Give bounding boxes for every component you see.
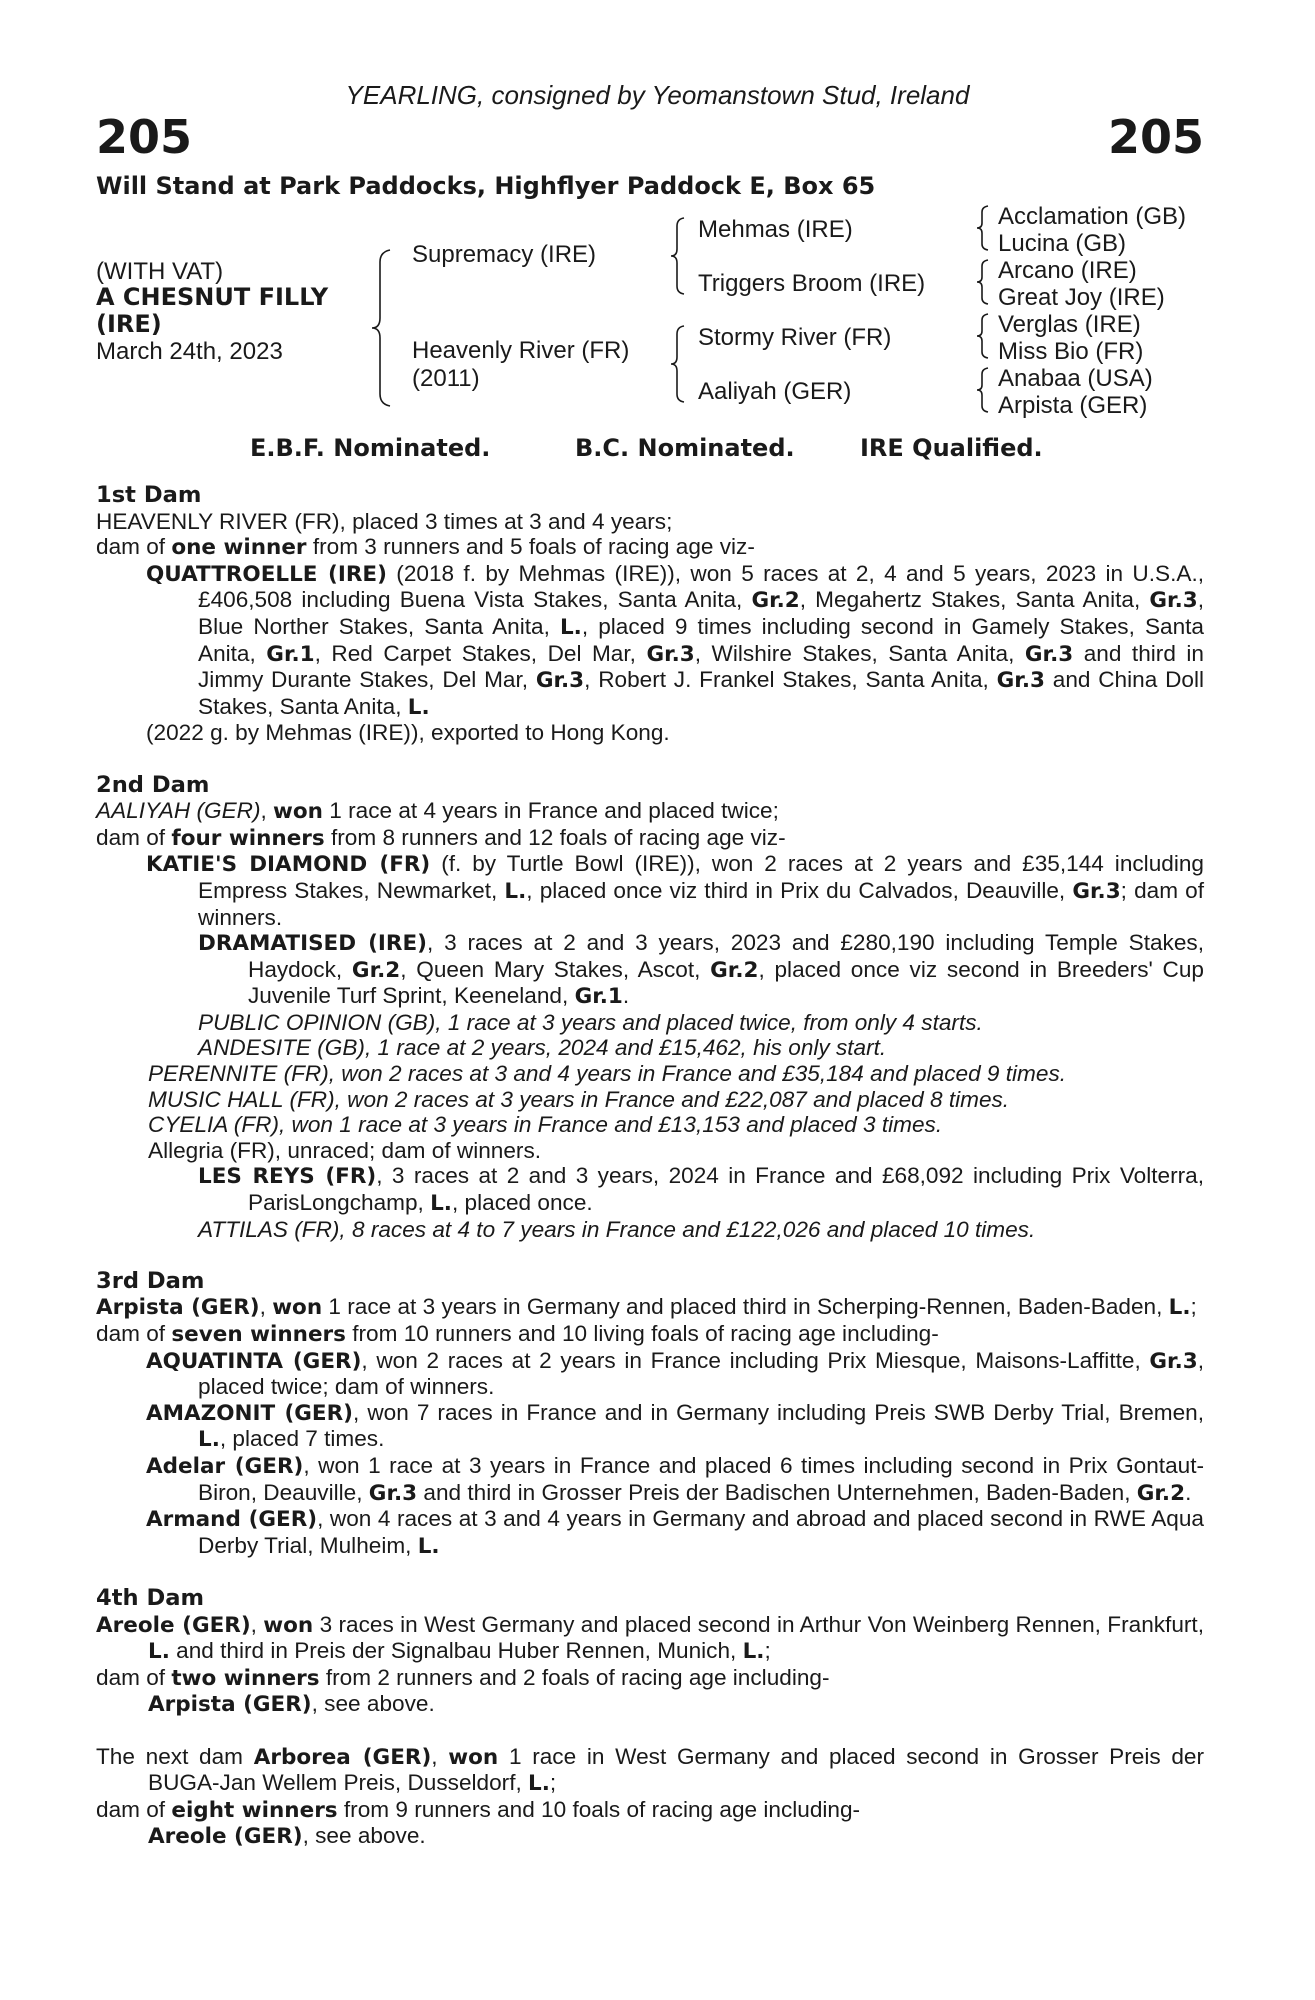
pedigree-dam-dam: Aaliyah (GER) bbox=[698, 378, 852, 405]
attilas-entry: ATTILAS (FR), 8 races at 4 to 7 years in France and £122,026 and placed 10 times. bbox=[198, 1216, 1036, 1242]
fourth-dam-heading: 4th Dam bbox=[96, 1584, 205, 1611]
pedigree-sire-dam: Triggers Broom (IRE) bbox=[698, 270, 926, 297]
foaling-date: March 24th, 2023 bbox=[96, 338, 283, 365]
second-dam-summary: AALIYAH (GER), won 1 race at 4 years in France and placed twice; bbox=[96, 798, 779, 825]
pedigree-sire: Supremacy (IRE) bbox=[412, 241, 597, 268]
pedigree-dam-sire: Stormy River (FR) bbox=[698, 324, 892, 351]
stand-location: Will Stand at Park Paddocks, Highflyer Paddock E, Box 65 bbox=[96, 172, 876, 200]
second-dam-produce: dam of four winners from 8 runners and 12 foals of racing age viz- bbox=[96, 824, 786, 851]
allegria-entry: Allegria (FR), unraced; dam of winners. bbox=[148, 1137, 542, 1163]
pedigree-brace-g2 bbox=[974, 258, 994, 306]
third-dam-summary: Arpista (GER), won 1 race at 3 years in Germany and placed third in Scherping-Rennen, Baden-Baden, L.; bbox=[96, 1294, 1197, 1321]
next-dam-summary: The next dam Arborea (GER), won 1 race in West Germany and placed second in Grosser Preis der BUGA-Jan Wellem Preis, Dusseldorf, L.; bbox=[96, 1743, 1205, 1797]
pedigree-dam-year: (2011) bbox=[412, 365, 480, 392]
lot-number-right: 205 bbox=[1107, 110, 1204, 164]
first-dam-summary: HEAVENLY RIVER (FR), placed 3 times at 3 and 4 years; bbox=[96, 508, 673, 534]
pedigree-g6: Miss Bio (FR) bbox=[998, 338, 1144, 365]
aquatinta-entry: AQUATINTA (GER), won 2 races at 2 years in France including Prix Miesque, Maisons-Laffitte, Gr.3, placed twice; dam of winners. bbox=[146, 1347, 1204, 1400]
pedigree-sire-sire: Mehmas (IRE) bbox=[698, 216, 853, 243]
pedigree-g8: Arpista (GER) bbox=[998, 392, 1148, 419]
pedigree-brace-sire bbox=[668, 216, 692, 296]
arpista-ref-entry: Arpista (GER), see above. bbox=[148, 1691, 435, 1718]
horse-name-line2: (IRE) bbox=[96, 310, 162, 338]
dramatised-entry: DRAMATISED (IRE), 3 races at 2 and 3 years, 2023 and £280,190 including Temple Stakes, Haydock, Gr.2, Queen Mary Stakes, Ascot, Gr.2, placed once viz second in Breeders' Cup Juvenile Turf Sprint, Keeneland, Gr.1. bbox=[198, 930, 1204, 1010]
vat-note: (WITH VAT) bbox=[96, 258, 224, 285]
first-dam-produce: dam of one winner from 3 runners and 5 foals of racing age viz- bbox=[96, 534, 755, 561]
pedigree-brace-dam bbox=[668, 324, 692, 404]
armand-entry: Armand (GER), won 4 races at 3 and 4 years in Germany and abroad and placed second in RWE Aqua Derby Trial, Mulheim, L. bbox=[146, 1506, 1204, 1559]
perennite-entry: PERENNITE (FR), won 2 races at 3 and 4 years in France and £35,184 and placed 9 times. bbox=[148, 1061, 1067, 1087]
gelding-2022-entry: (2022 g. by Mehmas (IRE)), exported to Hong Kong. bbox=[146, 720, 670, 746]
ebf-nomination: E.B.F. Nominated. bbox=[250, 434, 491, 462]
pedigree-brace-g1 bbox=[974, 204, 994, 252]
first-dam-heading: 1st Dam bbox=[96, 482, 202, 508]
pedigree-dam: Heavenly River (FR) bbox=[412, 337, 630, 364]
fourth-dam-produce: dam of two winners from 2 runners and 2 foals of racing age including- bbox=[96, 1664, 830, 1691]
pedigree-brace-g3 bbox=[974, 312, 994, 360]
areole-ref-entry: Areole (GER), see above. bbox=[148, 1823, 426, 1850]
amazonit-entry: AMAZONIT (GER), won 7 races in France and in Germany including Preis SWB Derby Trial, Bremen, L., placed 7 times. bbox=[146, 1399, 1204, 1453]
ire-qualified: IRE Qualified. bbox=[860, 434, 1043, 462]
bc-nomination: B.C. Nominated. bbox=[575, 434, 795, 462]
next-dam-produce: dam of eight winners from 9 runners and 10 foals of racing age including- bbox=[96, 1796, 861, 1823]
fourth-dam-summary: Areole (GER), won 3 races in West Germany and placed second in Arthur Von Weinberg Rennen, Frankfurt, L. and third in Preis der Signalbau Huber Rennen, Munich, L.; bbox=[96, 1611, 1204, 1665]
pedigree-g7: Anabaa (USA) bbox=[998, 365, 1153, 392]
pedigree-g3: Arcano (IRE) bbox=[998, 257, 1137, 284]
pedigree-g5: Verglas (IRE) bbox=[998, 311, 1141, 338]
les-reys-entry: LES REYS (FR), 3 races at 2 and 3 years, 2024 in France and £68,092 including Prix Volterra, ParisLongchamp, L., placed once. bbox=[198, 1163, 1204, 1217]
lot-number-left: 205 bbox=[96, 110, 193, 164]
pedigree-g1: Acclamation (GB) bbox=[998, 203, 1187, 230]
pedigree-g4: Great Joy (IRE) bbox=[998, 284, 1165, 311]
third-dam-produce: dam of seven winners from 10 runners and 10 living foals of racing age including- bbox=[96, 1321, 939, 1347]
third-dam-heading: 3rd Dam bbox=[96, 1267, 205, 1294]
pedigree-g2: Lucina (GB) bbox=[998, 230, 1127, 257]
horse-name-line1: A CHESNUT FILLY bbox=[96, 283, 329, 311]
consignment-line: YEARLING, consigned by Yeomanstown Stud, Ireland bbox=[345, 80, 970, 110]
pedigree-brace-g4 bbox=[974, 366, 994, 414]
quattroelle-entry: QUATTROELLE (IRE) (2018 f. by Mehmas (IRE)), won 5 races at 2, 4 and 5 years, 2023 in U.S.A., £406,508 including Buena Vista Stakes, Santa Anita, Gr.2, Megahertz Stakes, Santa Anita, Gr.3, Blue Norther Stakes, Santa Anita, L., placed 9 times including second in Gamely Stakes, Santa Anita, Gr.1, Red Carpet Stakes, Del Mar, Gr.3, Wilshire Stakes, Santa Anita, Gr.3 and third in Jimmy Durante Stakes, Del Mar, Gr.3, Robert J. Frankel Stakes, Santa Anita, Gr.3 and China Doll Stakes, Santa Anita, L. bbox=[146, 560, 1204, 720]
adelar-entry: Adelar (GER), won 1 race at 3 years in France and placed 6 times including second in Prix Gontaut-Biron, Deauville, Gr.3 and third in Grosser Preis der Badischen Unternehmen, Baden-Baden, Gr.2. bbox=[146, 1452, 1204, 1506]
pedigree-brace-main bbox=[370, 248, 400, 408]
katies-diamond-entry: KATIE'S DIAMOND (FR) (f. by Turtle Bowl (IRE)), won 2 races at 2 years and £35,144 including Empress Stakes, Newmarket, L., placed once viz third in Prix du Calvados, Deauville, Gr.3; dam of winners. bbox=[146, 851, 1204, 930]
public-opinion-entry: PUBLIC OPINION (GB), 1 race at 3 years and placed twice, from only 4 starts. bbox=[198, 1009, 983, 1035]
second-dam-heading: 2nd Dam bbox=[96, 771, 210, 798]
cyelia-entry: CYELIA (FR), won 1 race at 3 years in France and £13,153 and placed 3 times. bbox=[148, 1112, 943, 1138]
andesite-entry: ANDESITE (GB), 1 race at 2 years, 2024 and £15,462, his only start. bbox=[198, 1035, 887, 1061]
produce-record bbox=[96, 482, 1204, 1850]
music-hall-entry: MUSIC HALL (FR), won 2 races at 3 years in France and £22,087 and placed 8 times. bbox=[148, 1086, 1010, 1112]
